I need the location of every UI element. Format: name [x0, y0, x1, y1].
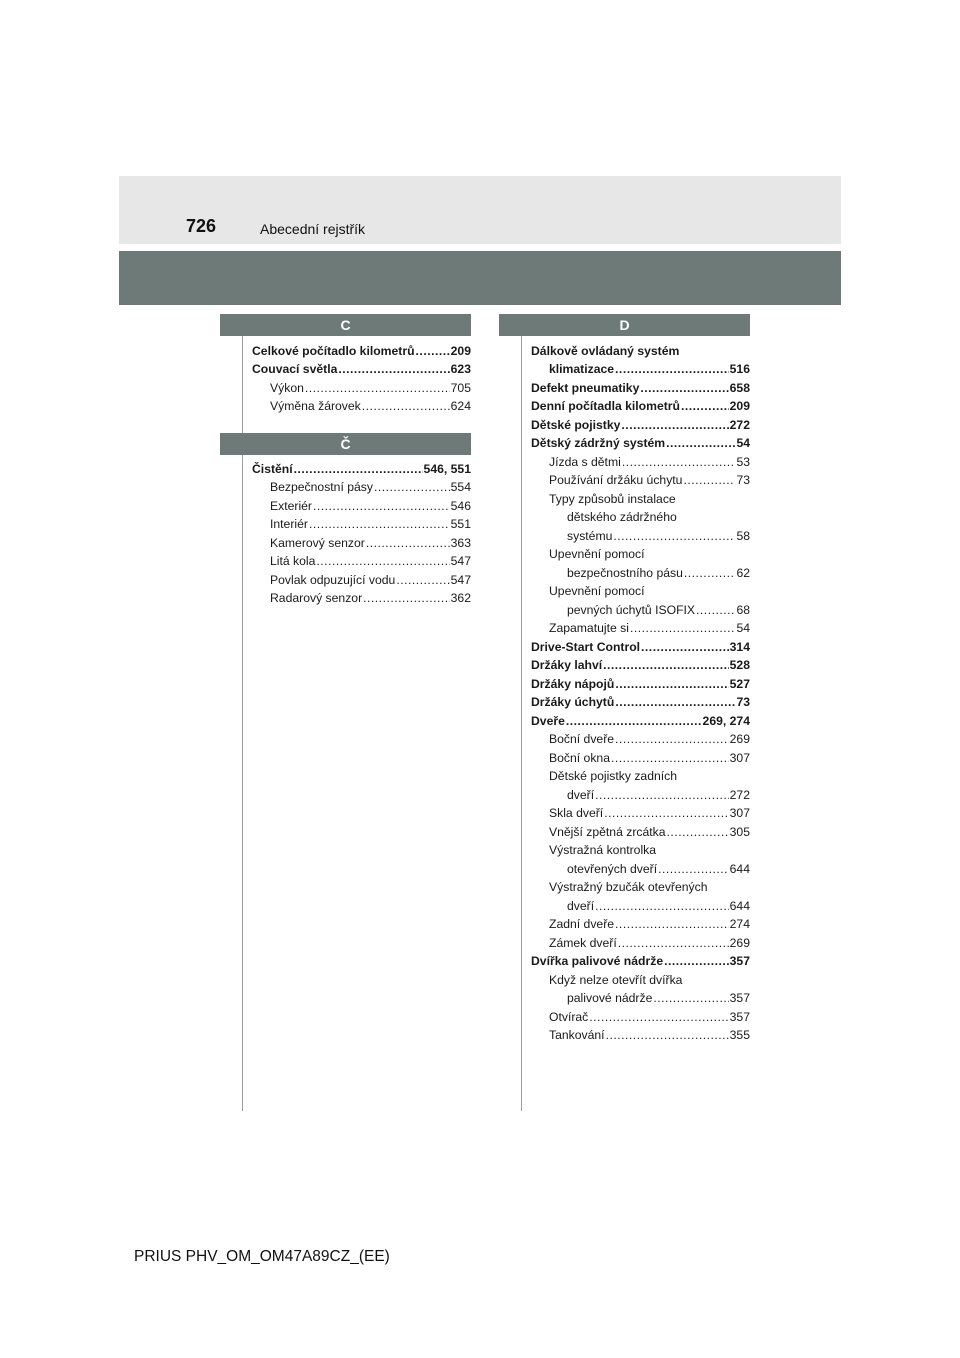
index-subentry: Bezpečnostní pásy ..... 554 [252, 476, 471, 495]
column-divider-right [521, 336, 522, 1111]
index-subentry: Typy způsobů instalace [549, 491, 676, 506]
index-entry: Dveře ..... 269, 274 [531, 709, 750, 728]
index-subentry: Boční okna ..... 307 [531, 746, 750, 765]
index-column-d [531, 339, 750, 1042]
header-band [119, 176, 841, 244]
index-entry: Denní počítadla kilometrů ..... 209 [531, 395, 750, 414]
footer-doc-code: PRIUS PHV_OM_OM47A89CZ_(EE) [134, 1248, 390, 1265]
index-subentry-cont: palivové nádrže ..... 357 [531, 987, 750, 1006]
index-entry: Čistění ..... 546, 551 [252, 457, 471, 476]
index-column-ch [252, 457, 471, 605]
index-subentry: Exteriér ..... 546 [252, 494, 471, 513]
index-subentry-cont: dveří ..... 644 [531, 894, 750, 913]
index-entry-cont: klimatizace ..... 516 [531, 358, 750, 377]
index-subentry: Skla dveří ..... 307 [531, 802, 750, 821]
letter-heading-ch: Č [220, 433, 471, 455]
index-entry: Dětský zádržný systém ..... 54 [531, 432, 750, 451]
index-entry: Dálkově ovládaný systém [531, 343, 680, 358]
index-subentry: Otvírač ..... 357 [531, 1005, 750, 1024]
index-entry: Držáky úchytů ..... 73 [531, 691, 750, 710]
index-subentry: Interiér ..... 551 [252, 513, 471, 532]
index-subentry: Používání držáku úchytu ..... 73 [531, 469, 750, 488]
index-entry: Dětské pojistky ..... 272 [531, 413, 750, 432]
index-subentry: Kamerový senzor ..... 363 [252, 531, 471, 550]
index-entry: Celkové počítadlo kilometrů ..... 209 [252, 339, 471, 358]
index-subentry: Výkon ..... 705 [252, 376, 471, 395]
index-subentry: Zapamatujte si ..... 54 [531, 617, 750, 636]
index-subentry: Upevnění pomocí [549, 547, 645, 561]
letter-heading-c: C [220, 314, 471, 336]
index-subentry: Výměna žárovek ..... 624 [252, 395, 471, 414]
index-column-c [252, 339, 471, 413]
index-entry: Dvířka palivové nádrže ..... 357 [531, 950, 750, 969]
index-subentry-cont: dětského zádržného [567, 510, 677, 524]
page-number: 726 [186, 216, 217, 236]
index-subentry: Když nelze otevřít dvířka [549, 972, 683, 987]
index-subentry: Výstražný bzučák otevřených [549, 880, 708, 894]
section-band [119, 251, 841, 305]
index-entry: Držáky nápojů ..... 527 [531, 672, 750, 691]
index-subentry-cont: bezpečnostního pásu ..... 62 [531, 561, 750, 580]
index-subentry: Zadní dveře ..... 274 [531, 913, 750, 932]
index-entry: Defekt pneumatiky ..... 658 [531, 376, 750, 395]
index-subentry: Dětské pojistky zadních [549, 769, 678, 783]
index-subentry: Zámek dveří ..... 269 [531, 931, 750, 950]
index-subentry: Upevnění pomocí [549, 584, 645, 598]
index-entry: Držáky lahví ..... 528 [531, 654, 750, 673]
index-subentry: Povlak odpuzující vodu ..... 547 [252, 568, 471, 587]
index-subentry-cont: systému ..... 58 [531, 524, 750, 543]
letter-heading-d: D [499, 314, 750, 336]
index-subentry: Jízda s dětmi ..... 53 [531, 450, 750, 469]
index-subentry: Litá kola ..... 547 [252, 550, 471, 569]
index-entry: Drive-Start Control ..... 314 [531, 635, 750, 654]
index-subentry-cont: pevných úchytů ISOFIX ..... 68 [531, 598, 750, 617]
index-entry: Couvací světla ..... 623 [252, 358, 471, 377]
index-subentry-cont: dveří ..... 272 [531, 783, 750, 802]
index-subentry: Boční dveře ..... 269 [531, 728, 750, 747]
index-subentry: Tankování ..... 355 [531, 1024, 750, 1043]
page-title: Abecední rejstřík [260, 221, 366, 237]
index-subentry: Výstražná kontrolka [549, 843, 657, 857]
index-subentry: Radarový senzor ..... 362 [252, 587, 471, 606]
index-subentry-cont: otevřených dveří ..... 644 [531, 857, 750, 876]
index-subentry: Vnější zpětná zrcátka ..... 305 [531, 820, 750, 839]
